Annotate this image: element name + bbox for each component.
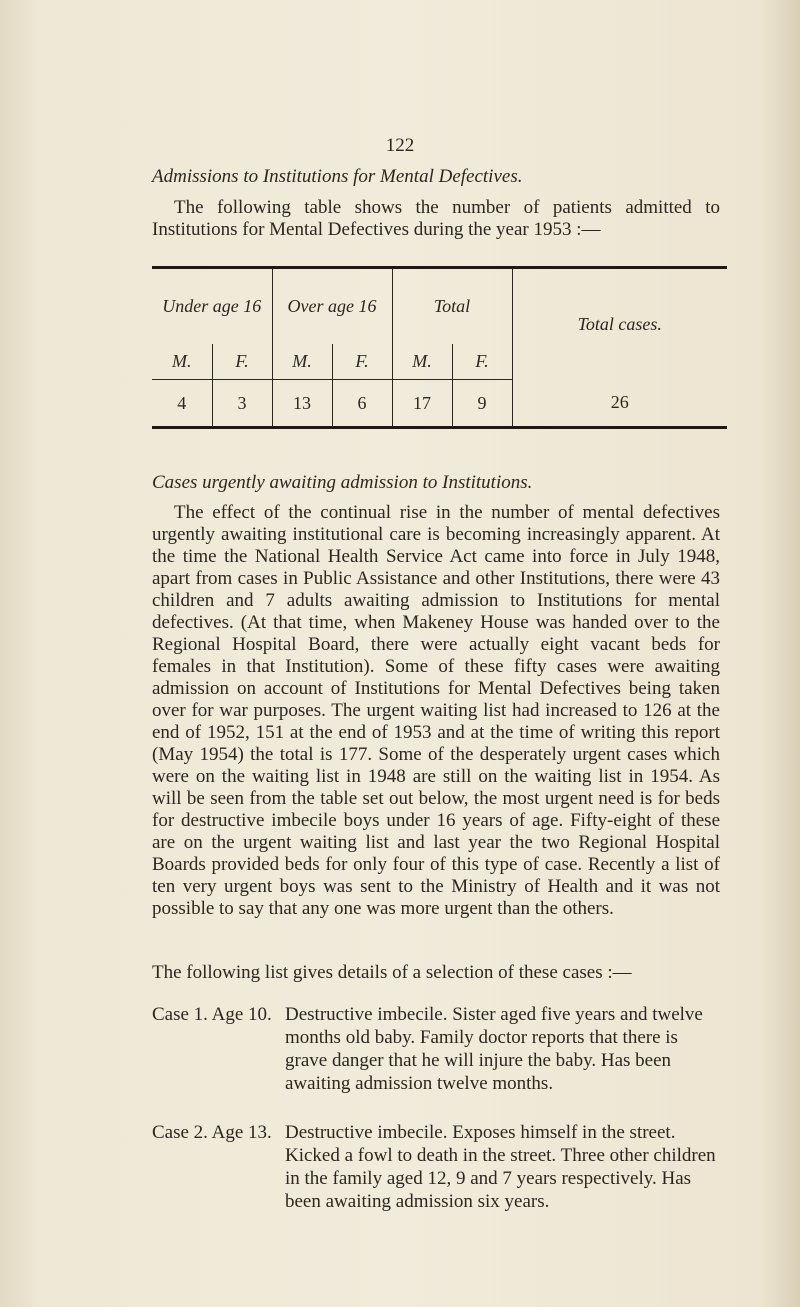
- subheader-female: F.: [332, 344, 392, 380]
- admissions-table: [152, 266, 727, 429]
- subheader-male: M.: [272, 344, 332, 380]
- cell-under-16-female: 3: [212, 380, 272, 428]
- case-description: Destructive imbecile. Exposes himself in the street. Kicked a fowl to death in the street. Three other children in the family aged 12, 9 and 7 years respectively. Has been awaiting admission six years.: [285, 1122, 716, 1212]
- admissions-intro-paragraph: The following table shows the number of patients admitted to Institutions for Mental Defectives during the year 1953 :—: [152, 197, 720, 240]
- case-label: Case 1. Age 10.: [152, 1004, 272, 1025]
- case-label: Case 2. Age 13.: [152, 1122, 272, 1143]
- cell-total-cases: 26: [512, 380, 727, 428]
- subheader-male: M.: [152, 344, 212, 380]
- subheader-female: F.: [452, 344, 512, 380]
- cell-total-male: 17: [392, 380, 452, 428]
- subheader-male: M.: [392, 344, 452, 380]
- header-under-age-16: Under age 16: [162, 295, 262, 316]
- cell-total-female: 9: [452, 380, 512, 428]
- header-over-age-16: Over age 16: [272, 268, 392, 344]
- section-heading-admissions: Admissions to Institutions for Mental Defectives.: [152, 166, 523, 187]
- section-heading-urgent-cases: Cases urgently awaiting admission to Institutions.: [152, 472, 533, 493]
- subheader-female: F.: [212, 344, 272, 380]
- cell-over-16-male: 13: [272, 380, 332, 428]
- list-intro: The following list gives details of a selection of these cases :—: [152, 962, 632, 983]
- urgent-cases-paragraph: The effect of the continual rise in the number of mental defectives urgently awaiting institutional care is becoming increasingly apparent. At the time the National Health Service Act came into force in July 1948, apart from cases in Public Assistance and other Institutions, there were 43 children and 7 adults awaiting admission to Institutions for mental defectives. (At that time, when Makeney House was handed over to the Regional Hospital Board, there were actually eight vacant beds for females in that Institution). Some of these fifty cases were awaiting admission on account of Institutions for Mental Defectives being taken over for war purposes. The urgent waiting list had increased to 126 at the end of 1952, 151 at the end of 1953 and at the time of writing this report (May 1954) the total is 177. Some of the desperately urgent cases which were on the waiting list in 1948 are still on the waiting list in 1954. As will be seen from the table set out below, the most urgent need is for beds for destructive imbecile boys under 16 years of age. Fifty-eight of these are on the urgent waiting list and last year the two Regional Hospital Boards provided beds for only four of this type of case. Recently a list of ten very urgent boys was sent to the Ministry of Health and it was not possible to say that any one was more urgent than the others.: [152, 502, 720, 919]
- header-total-cases: Total cases.: [512, 268, 727, 380]
- page-number: 122: [385, 135, 415, 156]
- header-total: Total: [392, 268, 512, 344]
- cell-under-16-male: 4: [177, 392, 187, 413]
- case-description: Destructive imbecile. Sister aged five years and twelve months old baby. Family doctor reports that there is grave danger that he will injure the baby. Has been awaiting admission twelve months.: [285, 1004, 703, 1094]
- cell-over-16-female: 6: [332, 380, 392, 428]
